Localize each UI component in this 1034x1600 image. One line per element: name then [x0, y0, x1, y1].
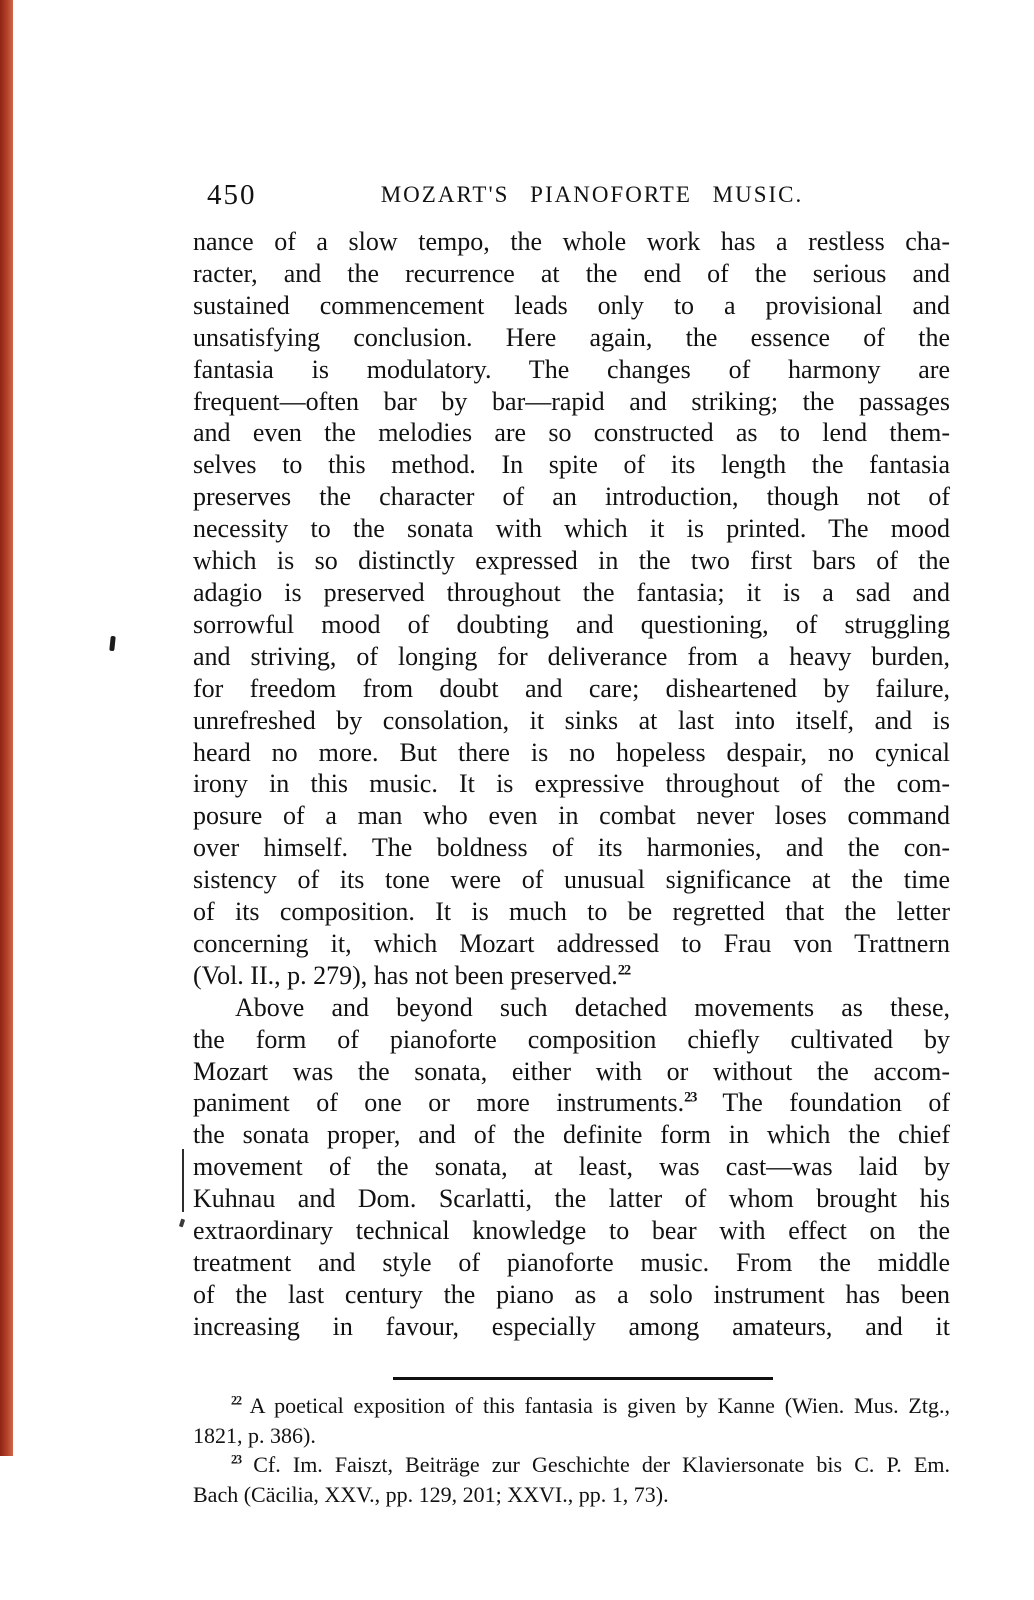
text-line: treatment and style of pianoforte music. From the middle — [193, 1248, 950, 1277]
text-line: Above and beyond such detached movements as these, — [235, 992, 950, 1022]
text-line: of its composition. It is much to be regretted that the letter — [193, 897, 950, 927]
text-line: (Vol. II., p. 279), has not been preserved.$^{22}$ — [193, 960, 631, 990]
text-line: fantasia is modulatory. The changes of harmony are — [193, 354, 950, 384]
text-line: concerning it, which Mozart addressed to Frau von Trattnern — [193, 928, 950, 958]
footnotes — [193, 1391, 950, 1509]
page-header — [193, 179, 951, 213]
footnote-separator-rule — [393, 1377, 773, 1380]
text-line: the form of pianoforte composition chiefly cultivated by — [193, 1024, 950, 1054]
footnote-line: Bach (Cäcilia, XXV., pp. 129, 201; XXVI., pp. 1, 73). — [193, 1481, 669, 1507]
text-line: heard no more. But there is no hopeless despair, no cynical — [193, 737, 950, 767]
text-line: adagio is preserved throughout the fantasia; it is a sad and — [193, 577, 950, 607]
text-line: which is so distinctly expressed in the two first bars of the — [193, 546, 950, 576]
text-line: over himself. The boldness of its harmonies, and the con- — [193, 833, 950, 863]
text-line: paniment of one or more instruments.$^{23}$ The foundation of — [193, 1088, 951, 1118]
text-line: increasing in favour, especially among amateurs, and it — [193, 1311, 950, 1341]
margin-ink-mark — [109, 636, 116, 651]
text-line: necessity to the sonata with which it is printed. The mood — [193, 514, 950, 544]
text-line: for freedom from doubt and care; disheartened by failure, — [193, 673, 950, 703]
text-line: sustained commencement leads only to a provisional and — [193, 290, 950, 320]
text-line: racter, and the recurrence at the end of the serious and — [193, 258, 950, 288]
margin-pencil-dot — [179, 1219, 185, 1228]
footnote-line: $^{22}$ A poetical exposition of this fantasia is given by Kanne (Wien. Mus. Ztg., — [231, 1393, 950, 1418]
text-line: Mozart was the sonata, either with or without the accom- — [193, 1056, 950, 1086]
running-title: MOZART'S PIANOFORTE MUSIC. — [380, 182, 804, 207]
text-line: the sonata proper, and of the definite form in which the chief — [193, 1120, 950, 1150]
text-line: Kuhnau and Dom. Scarlatti, the latter of whom brought his — [193, 1184, 950, 1214]
footnote-line: $^{23}$ Cf. Im. Faiszt, Beiträge zur Geschichte der Klaviersonate bis C. P. Em. — [231, 1452, 950, 1478]
text-line: extraordinary technical knowledge to bear with effect on the — [193, 1216, 950, 1246]
text-line: and striving, of longing for deliverance from a heavy burden, — [193, 641, 950, 671]
body-text — [193, 226, 950, 1343]
text-line: selves to this method. In spite of its length the fantasia — [193, 450, 950, 480]
text-line: posure of a man who even in combat never loses command — [193, 801, 950, 831]
text-line: nance of a slow tempo, the whole work has a restless cha- — [193, 227, 950, 256]
page-number: 450 — [207, 179, 257, 211]
page-edge-strip — [0, 0, 13, 1456]
text-line: preserves the character of an introduction, though not of — [193, 482, 950, 512]
text-line: sistency of its tone were of unusual significance at the time — [193, 865, 950, 895]
footnote-line: 1821, p. 386). — [193, 1422, 316, 1448]
text-line: frequent—often bar by bar—rapid and striking; the passages — [193, 386, 950, 416]
text-line: movement of the sonata, at least, was cast—was laid by — [193, 1152, 950, 1182]
margin-pencil-line — [182, 1149, 184, 1212]
text-line: and even the melodies are so constructed as to lend them- — [193, 418, 950, 448]
text-line: unsatisfying conclusion. Here again, the essence of the — [193, 322, 950, 352]
text-line: unrefreshed by consolation, it sinks at last into itself, and is — [193, 705, 950, 735]
text-line: of the last century the piano as a solo instrument has been — [193, 1279, 950, 1309]
text-line: sorrowful mood of doubting and questioning, of struggling — [193, 609, 950, 639]
text-line: irony in this music. It is expressive throughout of the com- — [193, 769, 950, 799]
